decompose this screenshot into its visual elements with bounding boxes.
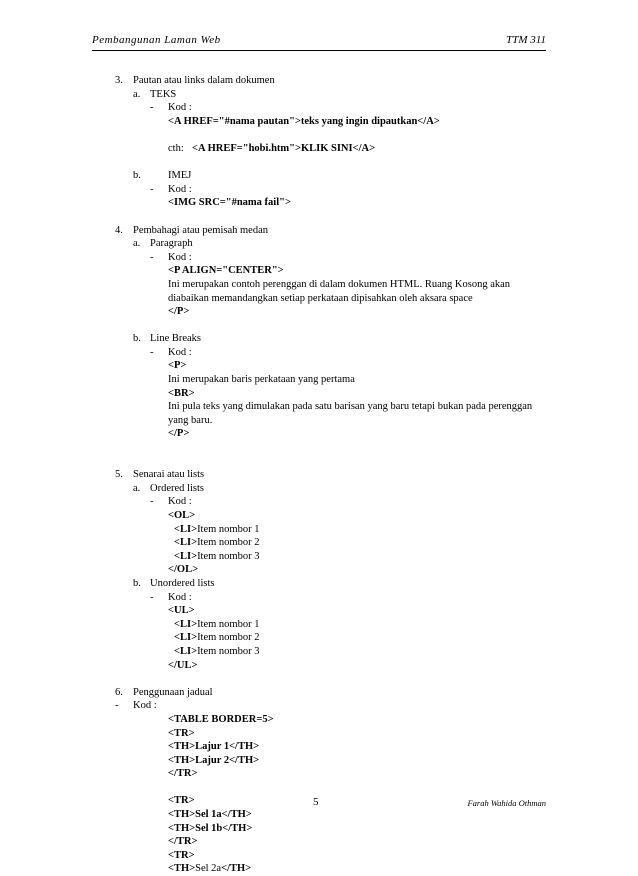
dash-bullet: -: [150, 183, 154, 195]
paragraph-text: Ini merupakan baris perkataan yang pertama: [168, 374, 355, 386]
dash-bullet: -: [150, 251, 154, 263]
subsection-3a-heading: [0, 88, 638, 102]
code-snippet: <P>: [168, 360, 187, 372]
li-tag: <LI>: [174, 632, 198, 644]
code-label-line: [0, 251, 638, 265]
code-snippet: <TABLE BORDER=5>: [168, 713, 274, 725]
subsection-title: IMEJ: [168, 170, 192, 182]
subsection-3b-heading: [0, 169, 638, 183]
code-snippet: <TR>: [168, 849, 195, 861]
code-snippet: <TR>: [168, 727, 195, 739]
subsection-label: b.: [133, 577, 141, 589]
section-title: Senarai atau lists: [133, 469, 205, 481]
code-text-line: [0, 414, 638, 428]
section-5-heading: [0, 468, 638, 482]
subsection-title: TEKS: [150, 88, 177, 100]
code-line: [0, 604, 638, 618]
code-line: [0, 659, 638, 673]
li-text: Item nombor 3: [197, 645, 260, 657]
li-tag: <LI>: [174, 618, 198, 630]
section-4-heading: [0, 224, 638, 238]
code-snippet: </P>: [168, 306, 190, 318]
code-snippet: <TR>: [168, 795, 195, 807]
section-title: Pembahagi atau pemisah medan: [133, 224, 268, 236]
code-label-line: [0, 699, 638, 713]
li-tag: <LI>: [174, 645, 198, 657]
table-code-line: [0, 808, 638, 822]
code-snippet: <TH>Lajur 2</TH>: [168, 754, 260, 766]
example-line: [0, 142, 638, 156]
section-number: 6.: [115, 686, 123, 698]
code-line: [0, 196, 638, 210]
code-label: Kod :: [168, 102, 192, 114]
table-code-line: [0, 754, 638, 768]
li-tag: <LI>: [174, 537, 198, 549]
section-number: 3.: [115, 75, 123, 86]
dash-bullet: -: [150, 496, 154, 508]
paragraph-text: Ini pula teks yang dimulakan pada satu barisan yang baru tetapi bukan pada perenggan: [168, 401, 533, 413]
table-code-line: [0, 767, 638, 781]
table-code-line: [0, 835, 638, 849]
code-line: [0, 387, 638, 401]
section-3-heading: [0, 74, 638, 88]
list-item-code: [0, 631, 638, 645]
li-text: Item nombor 1: [197, 618, 260, 630]
code-label: Kod :: [168, 251, 192, 263]
subsection-label: b.: [133, 170, 141, 182]
li-tag: <LI>: [174, 523, 198, 535]
code-snippet: <TH>Sel 1b</TH>: [168, 822, 253, 834]
example-code: <A HREF="hobi.htm">KLIK SINI</A>: [192, 142, 376, 154]
th-open-tag: <TH>: [168, 863, 196, 875]
subsection-label: b.: [133, 333, 141, 345]
subsection-title: Line Breaks: [150, 333, 202, 345]
code-snippet: </TR>: [168, 836, 198, 848]
table-code-line: [0, 713, 638, 727]
list-item-code: [0, 523, 638, 537]
code-label-line: [0, 495, 638, 509]
paragraph-text: diabaikan memandangkan setiap perkataan dipisahkan oleh aksara space: [168, 292, 473, 304]
header-title: Pembangunan Laman Web: [92, 34, 221, 46]
subsection-4b-heading: [0, 332, 638, 346]
table-code-line: [0, 862, 638, 876]
table-code-line: [0, 849, 638, 863]
code-snippet: </OL>: [168, 564, 199, 576]
code-label-line: [0, 101, 638, 115]
code-snippet: <OL>: [168, 510, 196, 521]
code-snippet: </TR>: [168, 768, 198, 780]
code-line: [0, 509, 638, 523]
code-label-line: [0, 591, 638, 605]
code-snippet: <BR>: [168, 387, 195, 399]
code-line: [0, 305, 638, 319]
code-line: [0, 115, 638, 129]
subsection-title: Paragraph: [150, 238, 193, 250]
th-close-tag: </TH>: [221, 863, 252, 875]
section-number: 4.: [115, 224, 123, 236]
footer-author: Farah Wahida Othman: [467, 798, 546, 808]
code-snippet: <A HREF="#nama pautan">teks yang ingin dipautkan</A>: [168, 115, 440, 127]
list-item-code: [0, 618, 638, 632]
code-label: Kod :: [168, 591, 192, 603]
header-course-code: TTM 311: [506, 34, 546, 46]
subsection-5b-heading: [0, 577, 638, 591]
dash-bullet: -: [150, 346, 154, 358]
cell-text: Sel 2a: [195, 863, 222, 875]
code-text-line: [0, 278, 638, 292]
dash-bullet: -: [115, 700, 119, 712]
li-text: Item nombor 2: [197, 537, 260, 549]
li-text: Item nombor 1: [197, 523, 260, 535]
code-label-line: [0, 346, 638, 360]
section-number: 5.: [115, 469, 123, 481]
example-prefix: cth:: [168, 142, 184, 154]
li-text: Item nombor 2: [197, 632, 260, 644]
list-item-code: [0, 645, 638, 659]
header-divider: [92, 50, 546, 51]
code-snippet: <TH>Lajur 1</TH>: [168, 741, 260, 753]
code-label: Kod :: [168, 496, 192, 508]
li-tag: <LI>: [174, 550, 198, 562]
code-line: [0, 359, 638, 373]
subsection-5a-heading: [0, 482, 638, 496]
page-number: 5: [313, 796, 319, 808]
code-snippet: <P ALIGN="CENTER">: [168, 265, 284, 277]
code-label: Kod :: [133, 700, 157, 712]
dash-bullet: -: [150, 102, 154, 114]
code-text-line: [0, 292, 638, 306]
dash-bullet: -: [150, 591, 154, 603]
table-code-line: [0, 740, 638, 754]
subsection-label: a.: [133, 238, 141, 250]
subsection-label: a.: [133, 88, 141, 100]
code-label-line: [0, 183, 638, 197]
section-title: Pautan atau links dalam dokumen: [133, 75, 275, 86]
subsection-title: Ordered lists: [150, 482, 204, 494]
subsection-title: Unordered lists: [150, 577, 215, 589]
section-6-heading: [0, 686, 638, 700]
li-text: Item nombor 3: [197, 550, 260, 562]
code-label: Kod :: [168, 183, 192, 195]
table-code-line: [0, 822, 638, 836]
code-snippet: <TH>Sel 1a</TH>: [168, 809, 252, 821]
code-snippet: <UL>: [168, 605, 195, 617]
code-label: Kod :: [168, 346, 192, 358]
subsection-label: a.: [133, 482, 141, 494]
list-item-code: [0, 536, 638, 550]
subsection-4a-heading: [0, 237, 638, 251]
code-line: [0, 427, 638, 441]
paragraph-text: Ini merupakan contoh perenggan di dalam dokumen HTML. Ruang Kosong akan: [168, 278, 511, 290]
code-text-line: [0, 373, 638, 387]
code-snippet: </P>: [168, 428, 190, 440]
code-snippet: <IMG SRC="#nama fail">: [168, 197, 291, 209]
list-item-code: [0, 550, 638, 564]
code-snippet: </UL>: [168, 659, 198, 671]
code-line: [0, 563, 638, 577]
code-line: [0, 264, 638, 278]
table-code-line: [0, 727, 638, 741]
paragraph-text: yang baru.: [168, 414, 213, 426]
document-body: [0, 74, 638, 876]
code-text-line: [0, 400, 638, 414]
section-title: Penggunaan jadual: [133, 686, 213, 698]
